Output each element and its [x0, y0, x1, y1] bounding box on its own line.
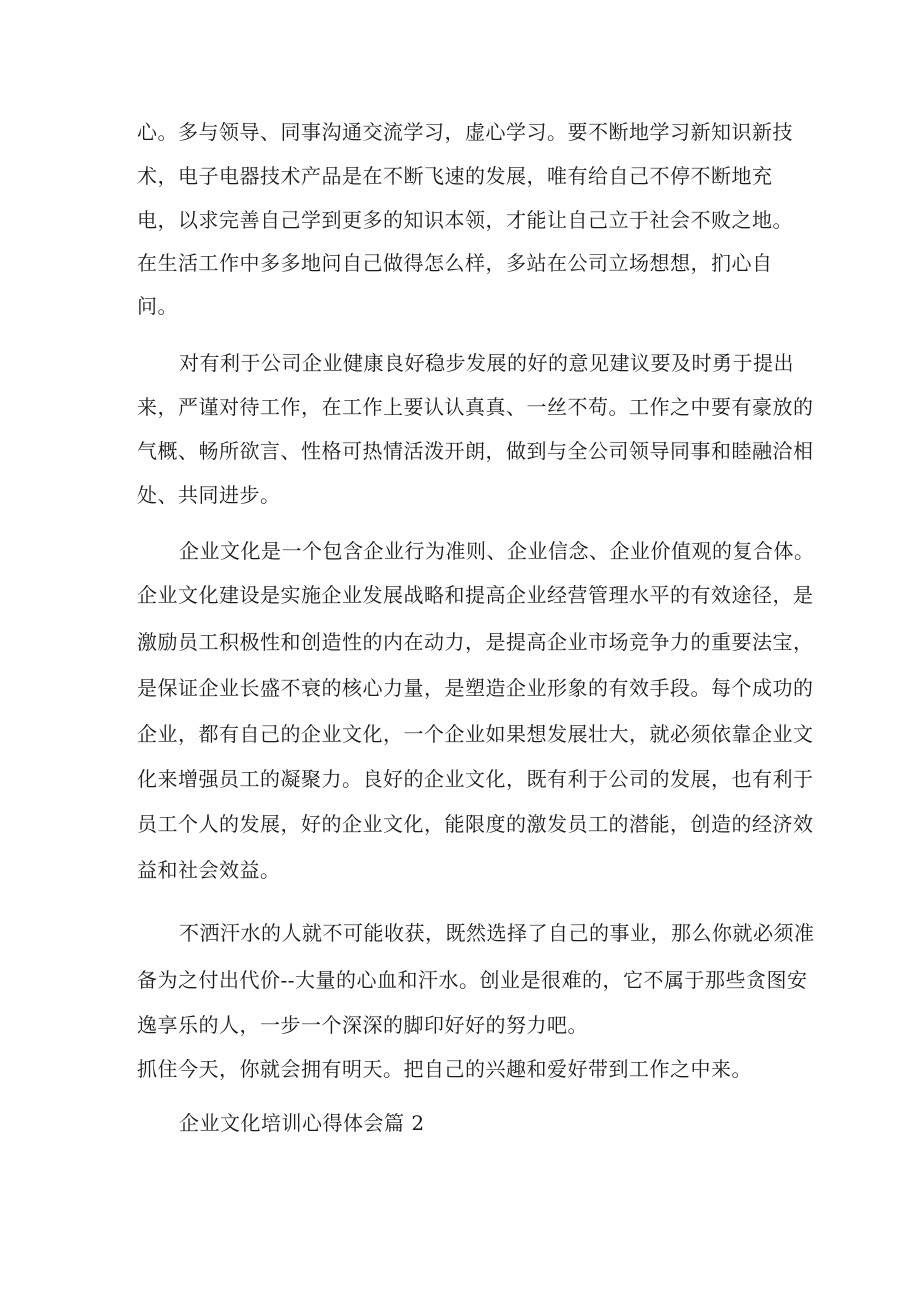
paragraph-1-line-3: 电，以求完善自己学到更多的知识本领，才能让自己立于社会不败之地。: [137, 208, 793, 232]
paragraph-2-line-1: 对有利于公司企业健康良好稳步发展的好的意见建议要及时勇于提出: [179, 351, 794, 375]
paragraph-3-line-1: 企业文化是一个包含企业行为准则、企业信念、企业价值观的复合体。: [179, 539, 815, 563]
paragraph-3-line-2: 企业文化建设是实施企业发展战略和提高企业经营管理水平的有效途径，是: [137, 583, 814, 607]
paragraph-3-line-3: 激励员工积极性和创造性的内在动力，是提高企业市场竞争力的重要法宝，: [137, 630, 814, 654]
paragraph-1-line-1: 心。多与领导、同事沟通交流学习，虚心学习。要不断地学习新知识新技: [137, 120, 793, 144]
paragraph-2-line-4: 处、共同进步。: [137, 483, 281, 507]
paragraph-1-line-2: 术，电子电器技术产品是在不断飞速的发展，唯有给自己不停不断地充: [137, 164, 773, 188]
paragraph-4-line-2: 备为之付出代价--大量的心血和汗水。创业是很难的，它不属于那些贪图安: [137, 968, 808, 992]
paragraph-3-line-6: 化来增强员工的凝聚力。良好的企业文化，既有利于公司的发展，也有利于: [137, 767, 814, 791]
paragraph-3-line-5: 企业，都有自己的企业文化，一个企业如果想发展壮大，就必须依靠企业文: [137, 722, 814, 746]
paragraph-1-line-4: 在生活工作中多多地问自己做得怎么样，多站在公司立场想想，扪心自: [137, 251, 773, 275]
paragraph-2-line-3: 气概、畅所欲言、性格可热情活泼开朗，做到与全公司领导同事和睦融洽相: [137, 439, 814, 463]
paragraph-3-line-8: 益和社会效益。: [137, 858, 281, 882]
section-heading: 企业文化培训心得体会篇 2: [179, 1111, 425, 1135]
paragraph-3-line-7: 员工个人的发展，好的企业文化，能限度的激发员工的潜能，创造的经济效: [137, 812, 814, 836]
paragraph-4-line-1: 不洒汗水的人就不可能收获，既然选择了自己的事业，那么你就必须准: [179, 921, 815, 945]
paragraph-4-line-3: 逸享乐的人，一步一个深深的脚印好好的努力吧。: [137, 1013, 588, 1037]
paragraph-1-line-5: 问。: [137, 294, 178, 318]
paragraph-5-line-1: 抓住今天，你就会拥有明天。把自己的兴趣和爱好带到工作之中来。: [137, 1057, 752, 1081]
paragraph-3-line-4: 是保证企业长盛不衰的核心力量，是塑造企业形象的有效手段。每个成功的: [137, 676, 814, 700]
paragraph-2-line-2: 来，严谨对待工作，在工作上要认认真真、一丝不苟。工作之中要有豪放的: [137, 395, 814, 419]
